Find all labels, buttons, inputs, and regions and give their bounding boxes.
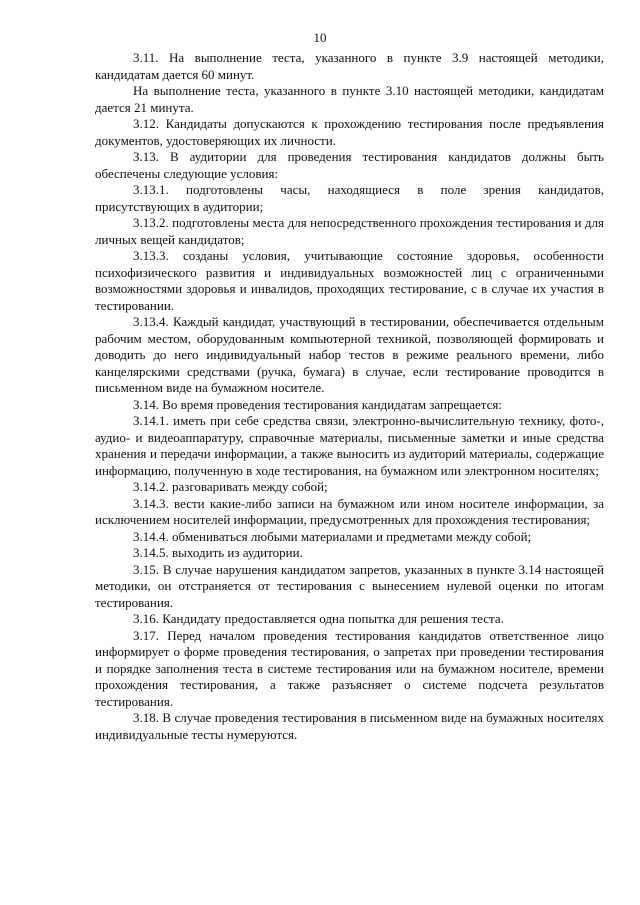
page-number: 10 <box>313 30 327 45</box>
paragraph-3-14-3: 3.14.3. вести какие-либо записи на бумажном или ином носителе информации, за исключением носителей информации, предусмотренных для прохождения тестирования; <box>95 495 604 527</box>
paragraph-3-14: 3.14. Во время проведения тестирования кандидатам запрещается: <box>133 396 503 412</box>
paragraph-3-14-2: 3.14.2. разговаривать между собой; <box>133 479 328 494</box>
paragraph-3-13: 3.13. В аудитории для проведения тестирования кандидатов должны быть обеспечены следующие условия: <box>95 149 604 181</box>
paragraph-3-11: 3.11. На выполнение теста, указанного в пункте 3.9 настоящей методики, кандидатам дается 60 минут. <box>95 50 604 82</box>
paragraph-3-14-4: 3.14.4. обмениваться любыми материалами и предметами между собой; <box>133 528 532 544</box>
document-body <box>95 50 604 743</box>
paragraph-3-16: 3.16. Кандидату предоставляется одна попытка для решения теста. <box>133 611 504 626</box>
paragraph-3-18: 3.18. В случае проведения тестирования в письменном виде на бумажных носителях индивидуальные тесты нумеруются. <box>95 710 604 742</box>
paragraph-3-14-5: 3.14.5. выходить из аудитории. <box>133 545 303 560</box>
paragraph-3-12: 3.12. Кандидаты допускаются к прохождению тестирования после предъявления документов, удостоверяющих их личности. <box>95 116 604 148</box>
paragraph-3-15: 3.15. В случае нарушения кандидатом запретов, указанных в пункте 3.14 настоящей методики, он отстраняется от тестирования с вынесением нулевой оценки по итогам тестирования. <box>95 561 604 610</box>
paragraph-3-13-3: 3.13.3. созданы условия, учитывающие состояние здоровья, особенности психофизического развития и индивидуальных возможностей лиц с ограниченными возможностями здоровья и инвалидов, проходящих тестирование, с в случае их участия в тестировании. <box>95 248 604 313</box>
paragraph-3-17: 3.17. Перед началом проведения тестирования кандидатов ответственное лицо информирует о форме проведения тестирования, о запретах при проведении тестирования и порядке заполнения теста в системе тестирования или на бумажном носителе, времени прохождения тестирования, а также разъясняет о системе подсчета результатов тестирования. <box>95 627 604 709</box>
paragraph-3-14-1: 3.14.1. иметь при себе средства связи, электронно-вычислительную технику, фото-, аудио- и видеоаппаратуру, справочные материалы, письменные заметки и иные средства хранения и передачи информации, а также выносить из аудиторий материалы, содержащие информацию, полученную в ходе тестирования, на бумажном или электронном носителях; <box>95 413 604 478</box>
paragraph-3-11-continued: На выполнение теста, указанного в пункте 3.10 настоящей методики, кандидатам дается 21 минута. <box>95 83 604 115</box>
paragraph-3-13-4: 3.13.4. Каждый кандидат, участвующий в тестировании, обеспечивается отдельным рабочим местом, оборудованным компьютерной техникой, позволяющей формировать и доводить до него индивидуальный набор тестов в режиме реального времени, либо канцелярскими средствами (ручка, бумага) в случае, если тестирование проводится в письменном виде на бумажном носителе. <box>95 314 604 395</box>
paragraph-3-13-1: 3.13.1. подготовлены часы, находящиеся в поле зрения кандидатов, присутствующих в аудитории; <box>95 182 604 214</box>
paragraph-3-13-2: 3.13.2. подготовлены места для непосредственного прохождения тестирования и для личных вещей кандидатов; <box>95 215 604 247</box>
